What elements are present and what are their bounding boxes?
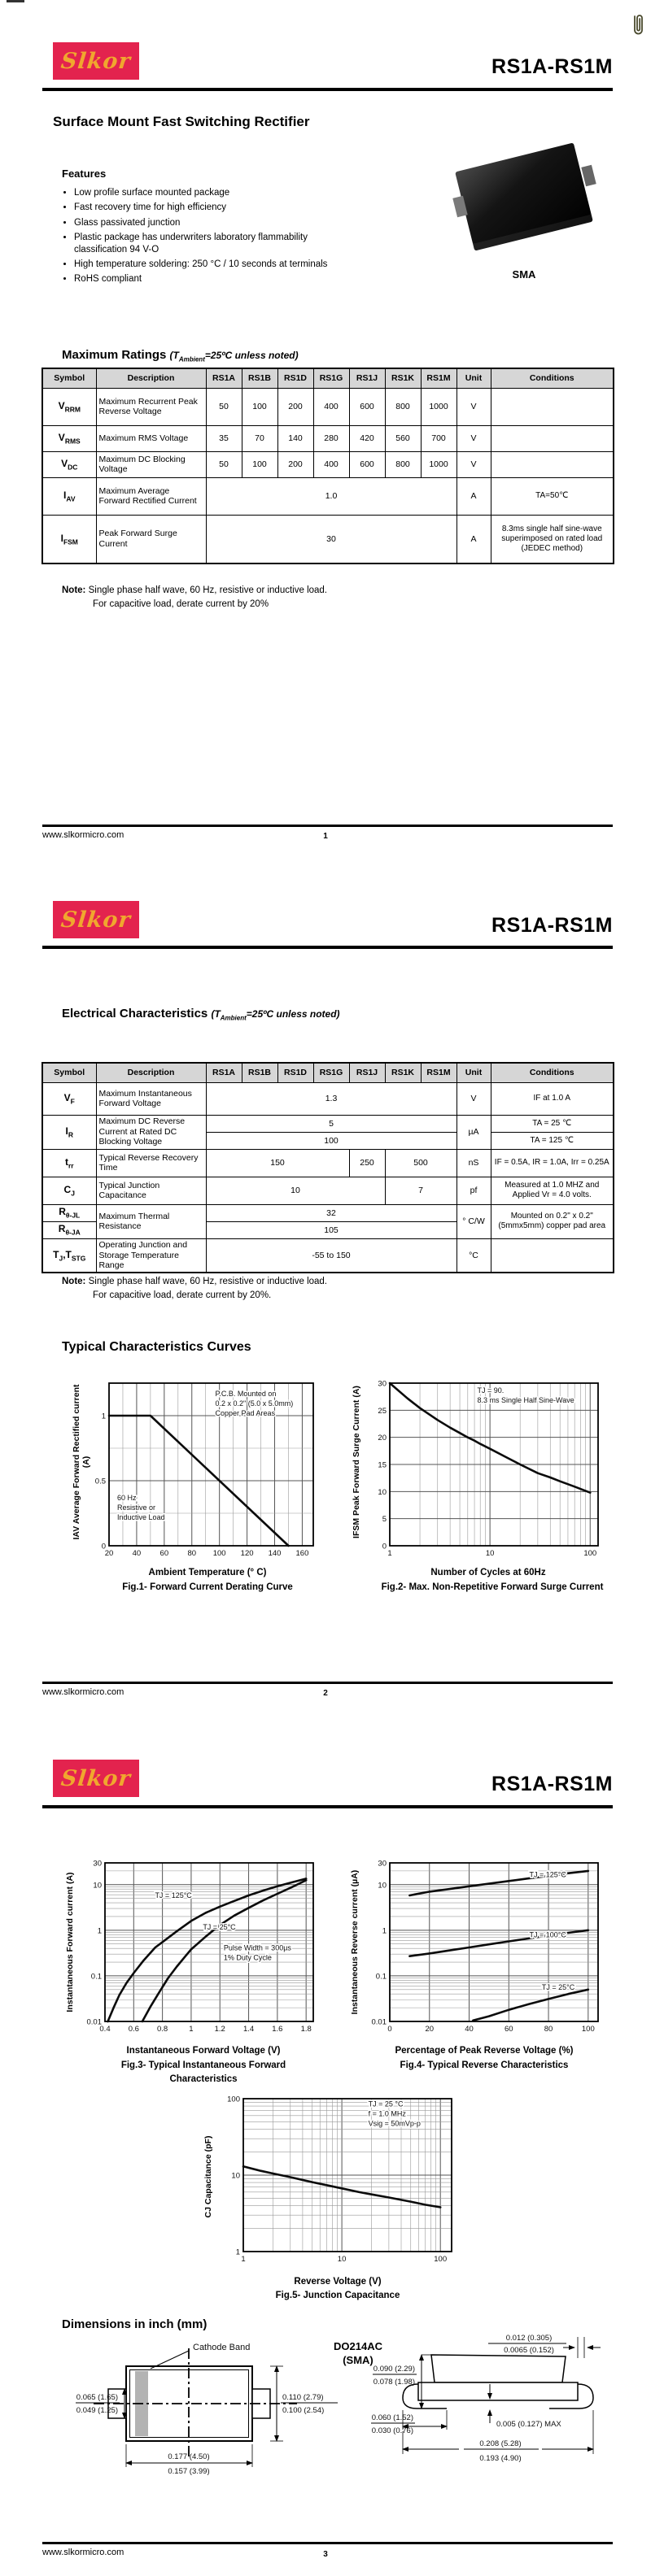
feature-item: • Glass passivated junction <box>74 217 355 228</box>
dim-height-min: 0.078 (1.98) <box>373 2378 415 2387</box>
cell: 400 <box>313 388 349 425</box>
ratings-note: Note: Single phase half wave, 60 Hz, resistive or inductive load. For capacitive load, derate current by 20% <box>62 585 328 609</box>
dim-overall-length-max: 0.208 (5.28) <box>479 2439 522 2448</box>
description-cell: Maximum DC Blocking Voltage <box>96 451 206 477</box>
svg-text:5: 5 <box>382 1515 387 1525</box>
table-row <box>42 425 614 451</box>
cell: 140 <box>277 425 313 451</box>
description-cell: Maximum DC Reverse Current at Rated DC Blocking Voltage <box>96 1115 206 1149</box>
dim-standoff: 0.005 (0.127) MAX <box>496 2420 561 2429</box>
svg-text:100: 100 <box>434 2255 448 2264</box>
table-row <box>42 1115 614 1132</box>
cell: 560 <box>385 425 421 451</box>
svg-text:80: 80 <box>544 2025 553 2034</box>
svg-text:10: 10 <box>337 2255 347 2264</box>
footer-rule <box>42 2542 613 2544</box>
feature-item: • Plastic package has underwriters laboratory flammability classification 94 V-O <box>74 232 355 255</box>
footer-website: www.slkormicro.com <box>42 830 124 840</box>
dim-foot-length-min: 0.030 (0.76) <box>371 2426 413 2435</box>
col-header: Conditions <box>491 1063 614 1082</box>
svg-text:1: 1 <box>241 2255 246 2264</box>
unit-cell: nS <box>456 1149 491 1177</box>
scan-artifact <box>7 0 24 2</box>
description-cell: Maximum Recurrent Peak Reverse Voltage <box>96 388 206 425</box>
electrical-characteristics-table <box>42 1062 614 1273</box>
dim-lead-thickness-min: 0.0065 (0.152) <box>504 2346 554 2355</box>
slkor-logo <box>53 42 139 80</box>
unit-cell: pf <box>456 1177 491 1204</box>
col-header: RS1A <box>206 1063 242 1082</box>
cell: 700 <box>421 425 456 451</box>
package-label: SMA <box>512 268 536 281</box>
svg-text:0.4: 0.4 <box>99 2025 111 2034</box>
svg-text:0.6: 0.6 <box>128 2025 139 2034</box>
svg-text:TJ = 25 °C: TJ = 25 °C <box>368 2100 404 2108</box>
svg-text:10: 10 <box>231 2171 240 2181</box>
svg-text:TJ = 125°C: TJ = 125°C <box>155 1891 192 1899</box>
cell: 600 <box>349 388 385 425</box>
svg-text:Inductive Load: Inductive Load <box>117 1513 165 1521</box>
svg-text:80: 80 <box>187 1549 197 1558</box>
cell: 600 <box>349 451 385 477</box>
symbol-cell: $t_{rr}$ <box>42 1149 96 1177</box>
col-header: Symbol <box>42 368 96 388</box>
fig5-ylabel: CJ Capacitance (pF) <box>203 2135 213 2218</box>
cell: 105 <box>206 1221 456 1238</box>
svg-text:100: 100 <box>212 1549 226 1558</box>
cell: 200 <box>277 451 313 477</box>
fig1-xlabel: Ambient Temperature (° C) <box>148 1568 267 1577</box>
fig2-caption: Fig.2- Max. Non-Repetitive Forward Surge Current <box>381 1582 604 1592</box>
max-ratings-condition: ($T_{Ambient}=25ºC$ unless noted) <box>169 350 299 363</box>
page-number: 1 <box>323 832 328 841</box>
fig2-chart <box>362 1376 606 1563</box>
cell: 1000 <box>421 451 456 477</box>
col-header: Conditions <box>491 368 614 388</box>
svg-text:TJ = 100°C: TJ = 100°C <box>529 1930 566 1939</box>
page-number: 3 <box>323 2550 328 2559</box>
max-ratings-heading-text: Maximum Ratings <box>62 348 167 362</box>
svg-text:60: 60 <box>504 2025 513 2034</box>
cell: 280 <box>313 425 349 451</box>
table-row <box>42 388 614 425</box>
svg-text:0: 0 <box>387 2025 392 2034</box>
svg-text:25: 25 <box>378 1406 387 1416</box>
svg-text:TJ = 125°C: TJ = 125°C <box>529 1870 566 1879</box>
cell: 5 <box>206 1115 456 1132</box>
electrical-note: Note: Single phase half wave, 60 Hz, resistive or inductive load. For capacitive load, derate current by 20%. <box>62 1277 328 1300</box>
dim-body-length-min: 0.157 (3.99) <box>168 2467 210 2476</box>
unit-cell: V <box>456 451 491 477</box>
conditions-cell: IF at 1.0 A <box>491 1082 614 1115</box>
dim-lead-thickness-max: 0.012 (0.305) <box>505 2334 553 2343</box>
svg-text:0.2 x 0.2" (5.0 x 5.0mm): 0.2 x 0.2" (5.0 x 5.0mm) <box>215 1399 294 1408</box>
feature-item: • Low profile surface mounted package <box>74 187 355 198</box>
electrical-characteristics-heading <box>62 1007 340 1021</box>
unit-cell: °C <box>456 1238 491 1273</box>
dim-body-width-max: 0.110 (2.79) <box>282 2393 324 2402</box>
table-header-row <box>42 368 614 388</box>
fig2-ylabel: IFSM Peak Forward Surge Current (A) <box>352 1386 361 1538</box>
cell: 30 <box>206 515 456 564</box>
cell: 100 <box>242 388 277 425</box>
col-header: RS1G <box>313 368 349 388</box>
description-cell: Maximum RMS Voltage <box>96 425 206 451</box>
svg-text:Copper Pad Areas: Copper Pad Areas <box>215 1409 276 1417</box>
cell: 7 <box>385 1177 456 1204</box>
cell: 250 <box>349 1149 385 1177</box>
svg-text:160: 160 <box>295 1549 309 1558</box>
col-header: Description <box>96 368 206 388</box>
electrical-characteristics-heading-text: Electrical Characteristics <box>62 1007 208 1020</box>
svg-text:1.2: 1.2 <box>214 2025 225 2034</box>
cell: 1.0 <box>206 477 456 515</box>
table-row <box>42 1149 614 1177</box>
unit-cell: V <box>456 425 491 451</box>
col-header: RS1B <box>242 368 277 388</box>
cell: 500 <box>385 1149 456 1177</box>
table-header-row <box>42 1063 614 1082</box>
slkor-logo-text: Slkor <box>59 1765 133 1791</box>
svg-text:1% Duty Cycle: 1% Duty Cycle <box>223 1953 272 1962</box>
fig3-caption: Fig.3- Typical Instantaneous Forward <box>120 2060 286 2070</box>
cell: 50 <box>206 451 242 477</box>
conditions-cell: Measured at 1.0 MHZ and Applied Vr = 4.0 volts. <box>491 1177 614 1204</box>
svg-text:P.C.B. Mounted on: P.C.B. Mounted on <box>215 1390 277 1398</box>
conditions-cell: TA = 125 ℃ <box>491 1132 614 1149</box>
header-rule <box>42 88 613 91</box>
svg-text:Vsig = 50mVp-p: Vsig = 50mVp-p <box>368 2119 421 2128</box>
cell: 800 <box>385 451 421 477</box>
svg-text:60: 60 <box>159 1549 169 1558</box>
svg-text:20: 20 <box>425 2025 435 2034</box>
fig5-xlabel: Reverse Voltage (V) <box>294 2277 382 2287</box>
fig5-caption: Fig.5- Junction Capacitance <box>275 2291 400 2300</box>
conditions-cell: TA = 25 ℃ <box>491 1115 614 1132</box>
feature-item: • RoHS compliant <box>74 273 355 285</box>
fig5-chart <box>216 2091 460 2269</box>
part-number-title: RS1A-RS1M <box>491 914 613 937</box>
conditions-cell: 8.3ms single half sine-wave superimposed on rated load (JEDEC method) <box>491 515 614 564</box>
svg-text:40: 40 <box>132 1549 142 1558</box>
svg-text:0: 0 <box>382 1542 387 1551</box>
description-cell: Maximum Instantaneous Forward Voltage <box>96 1082 206 1115</box>
svg-text:10: 10 <box>378 1881 387 1891</box>
max-ratings-table <box>42 368 614 564</box>
col-header: Symbol <box>42 1063 96 1082</box>
cell: 32 <box>206 1204 456 1221</box>
svg-text:1.4: 1.4 <box>242 2025 255 2034</box>
fig4-ylabel: Instantaneous Reverse current (µA) <box>350 1869 360 2015</box>
symbol-cell: $I_{AV}$ <box>42 477 96 515</box>
table-row <box>42 451 614 477</box>
col-header: RS1M <box>421 368 456 388</box>
fig1-ylabel: IAV Average Forward Rectified current (A) <box>72 1384 91 1540</box>
svg-text:0.01: 0.01 <box>86 2017 102 2027</box>
dim-body-length-max: 0.177 (4.50) <box>168 2452 210 2461</box>
col-header: Unit <box>456 1063 491 1082</box>
footer-rule <box>42 825 613 827</box>
cell: 200 <box>277 388 313 425</box>
svg-text:1: 1 <box>189 2025 194 2034</box>
unit-cell: A <box>456 515 491 564</box>
col-header: RS1M <box>421 1063 456 1082</box>
package-type-name: DO214AC <box>334 2340 382 2352</box>
features-heading: Features <box>62 168 107 180</box>
col-header: RS1D <box>277 368 313 388</box>
cell: 50 <box>206 388 242 425</box>
cell: 800 <box>385 388 421 425</box>
cell: 35 <box>206 425 242 451</box>
description-cell: Typical Reverse Recovery Time <box>96 1149 206 1177</box>
svg-text:15: 15 <box>378 1460 387 1470</box>
symbol-cell: $V_{RMS}$ <box>42 425 96 451</box>
symbol-cell: $V_F$ <box>42 1082 96 1115</box>
symbol-cell: $I_R$ <box>42 1115 96 1149</box>
footer-website: www.slkormicro.com <box>42 1687 124 1697</box>
svg-text:0.8: 0.8 <box>157 2025 168 2034</box>
table-row <box>42 1238 614 1273</box>
dimensions-heading: Dimensions in inch (mm) <box>62 2317 208 2331</box>
cell: 10 <box>206 1177 385 1204</box>
svg-text:0.5: 0.5 <box>94 1477 106 1486</box>
svg-text:f = 1.0 MHz: f = 1.0 MHz <box>368 2109 406 2118</box>
dim-overall-length-min: 0.193 (4.90) <box>479 2454 522 2463</box>
cell: 1000 <box>421 388 456 425</box>
svg-text:Resistive or: Resistive or <box>117 1503 156 1512</box>
cell: 420 <box>349 425 385 451</box>
part-number-title: RS1A-RS1M <box>491 55 613 78</box>
paperclip-attachment-icon[interactable] <box>629 11 647 38</box>
col-header: Unit <box>456 368 491 388</box>
dim-tab-height-max: 0.065 (1.65) <box>76 2393 118 2402</box>
dim-tab-height-min: 0.049 (1.25) <box>76 2406 118 2415</box>
col-header: RS1D <box>277 1063 313 1082</box>
col-header: RS1B <box>242 1063 277 1082</box>
svg-text:30: 30 <box>378 1379 387 1389</box>
slkor-logo <box>53 901 139 938</box>
part-number-title: RS1A-RS1M <box>491 1773 613 1795</box>
cell: 100 <box>242 451 277 477</box>
page-title: Surface Mount Fast Switching Rectifier <box>53 114 310 129</box>
table-row <box>42 1204 614 1221</box>
electrical-characteristics-condition: ($T_{Ambient}=25ºC$ unless noted) <box>211 1008 340 1022</box>
svg-text:1: 1 <box>382 1926 387 1936</box>
conditions-cell: TA=50℃ <box>491 477 614 515</box>
svg-text:1.8: 1.8 <box>300 2025 312 2034</box>
curves-heading: Typical Characteristics Curves <box>62 1340 251 1354</box>
fig3-caption-line2: Characteristics <box>169 2074 238 2084</box>
symbol-cell: $R_{\theta-JA}$ <box>42 1221 96 1238</box>
slkor-logo <box>53 1760 139 1797</box>
svg-text:1: 1 <box>235 2247 240 2257</box>
package-top-view-drawing <box>69 2335 342 2486</box>
unit-cell: µA <box>456 1115 491 1149</box>
unit-cell: A <box>456 477 491 515</box>
svg-text:120: 120 <box>240 1549 254 1558</box>
package-type-variant: (SMA) <box>343 2353 374 2366</box>
slkor-logo-text: Slkor <box>59 907 133 933</box>
cell: 100 <box>206 1132 456 1149</box>
fig4-xlabel: Percentage of Peak Reverse Voltage (%) <box>395 2046 574 2056</box>
conditions-cell <box>491 451 614 477</box>
fig2-xlabel: Number of Cycles at 60Hz <box>430 1568 546 1577</box>
symbol-cell: $V_{RRM}$ <box>42 388 96 425</box>
svg-text:10: 10 <box>485 1549 495 1558</box>
svg-text:0.01: 0.01 <box>371 2017 387 2027</box>
col-header: RS1K <box>385 368 421 388</box>
svg-text:30: 30 <box>378 1859 387 1869</box>
max-ratings-heading <box>62 348 299 363</box>
table-row <box>42 1177 614 1204</box>
symbol-cell: $T_J,T_{STG}$ <box>42 1238 96 1273</box>
package-body <box>455 142 593 250</box>
table-row <box>42 515 614 564</box>
conditions-cell <box>491 425 614 451</box>
svg-text:TJ = 25°C: TJ = 25°C <box>203 1922 236 1931</box>
symbol-cell: $I_{FSM}$ <box>42 515 96 564</box>
conditions-cell: IF = 0.5A, IR = 1.0A, Irr = 0.25A <box>491 1149 614 1177</box>
table-row <box>42 1082 614 1115</box>
svg-text:60 Hz: 60 Hz <box>117 1494 137 1502</box>
svg-text:1.6: 1.6 <box>272 2025 283 2034</box>
svg-text:100: 100 <box>583 1549 597 1558</box>
unit-cell: V <box>456 1082 491 1115</box>
svg-text:30: 30 <box>93 1859 102 1869</box>
slkor-logo-text: Slkor <box>59 48 133 74</box>
fig4-chart <box>362 1856 606 2039</box>
dim-foot-length-max: 0.060 (1.52) <box>371 2413 413 2422</box>
footer-website: www.slkormicro.com <box>42 2548 124 2557</box>
col-header: RS1K <box>385 1063 421 1082</box>
fig3-chart <box>77 1856 321 2039</box>
description-cell: Typical Junction Capacitance <box>96 1177 206 1204</box>
svg-text:0: 0 <box>101 1542 106 1551</box>
col-header: RS1J <box>349 368 385 388</box>
col-header: RS1A <box>206 368 242 388</box>
footer-rule <box>42 1682 613 1684</box>
svg-text:20: 20 <box>104 1549 114 1558</box>
unit-cell: V <box>456 388 491 425</box>
svg-text:0.1: 0.1 <box>90 1972 102 1982</box>
svg-text:1: 1 <box>101 1412 106 1421</box>
description-cell: Peak Forward Surge Current <box>96 515 206 564</box>
svg-text:100: 100 <box>227 2095 240 2104</box>
svg-text:0.1: 0.1 <box>375 1972 387 1982</box>
fig4-caption: Fig.4- Typical Reverse Characteristics <box>400 2060 569 2070</box>
col-header: RS1G <box>313 1063 349 1082</box>
cell: 1.3 <box>206 1082 456 1115</box>
cathode-band-label: Cathode Band <box>193 2343 251 2352</box>
cell: 400 <box>313 451 349 477</box>
fig3-xlabel: Instantaneous Forward Voltage (V) <box>126 2046 281 2056</box>
dim-body-width-min: 0.100 (2.54) <box>282 2406 325 2415</box>
conditions-cell <box>491 388 614 425</box>
package-side-view-drawing <box>368 2330 636 2465</box>
fig1-caption: Fig.1- Forward Current Derating Curve <box>122 1582 293 1592</box>
cell: -55 to 150 <box>206 1238 456 1273</box>
dim-height-max: 0.090 (2.29) <box>373 2365 415 2374</box>
svg-text:10: 10 <box>93 1881 102 1891</box>
conditions-cell: Mounted on 0.2" x 0.2" (5mmx5mm) copper pad area <box>491 1204 614 1238</box>
features-list <box>62 187 355 289</box>
cell: 70 <box>242 425 277 451</box>
svg-text:100: 100 <box>581 2025 595 2034</box>
table-row <box>42 477 614 515</box>
svg-text:20: 20 <box>378 1434 387 1443</box>
header-rule <box>42 1805 613 1808</box>
description-cell: Operating Junction and Storage Temperature Range <box>96 1238 206 1273</box>
symbol-cell: $R_{\theta-JL}$ <box>42 1204 96 1221</box>
col-header: Description <box>96 1063 206 1082</box>
symbol-cell: $C_J$ <box>42 1177 96 1204</box>
description-cell: Maximum Thermal Resistance <box>96 1204 206 1238</box>
svg-text:40: 40 <box>465 2025 474 2034</box>
svg-text:10: 10 <box>378 1487 387 1497</box>
svg-text:1: 1 <box>97 1926 102 1936</box>
symbol-cell: $V_{DC}$ <box>42 451 96 477</box>
feature-item: • Fast recovery time for high efficiency <box>74 202 355 213</box>
feature-item: • High temperature soldering: 250 °C / 10 seconds at terminals <box>74 259 355 270</box>
col-header: RS1J <box>349 1063 385 1082</box>
package-photo <box>452 143 596 265</box>
svg-text:8.3 ms Single Half Sine-Wave: 8.3 ms Single Half Sine-Wave <box>477 1396 574 1404</box>
cell: 150 <box>206 1149 349 1177</box>
conditions-cell <box>491 1238 614 1273</box>
svg-text:TJ = 25°C: TJ = 25°C <box>541 1983 575 1991</box>
header-rule <box>42 946 613 949</box>
page-number: 2 <box>323 1689 328 1698</box>
svg-text:1: 1 <box>387 1549 392 1558</box>
svg-text:TJ = 90.: TJ = 90. <box>477 1386 505 1395</box>
fig1-chart <box>81 1376 321 1563</box>
description-cell: Maximum Average Forward Rectified Current <box>96 477 206 515</box>
fig3-ylabel: Instantaneous Forward current (A) <box>65 1872 75 2012</box>
svg-text:Pulse Width = 300µs: Pulse Width = 300µs <box>223 1943 291 1952</box>
svg-text:140: 140 <box>268 1549 282 1558</box>
unit-cell: ° C/W <box>456 1204 491 1238</box>
